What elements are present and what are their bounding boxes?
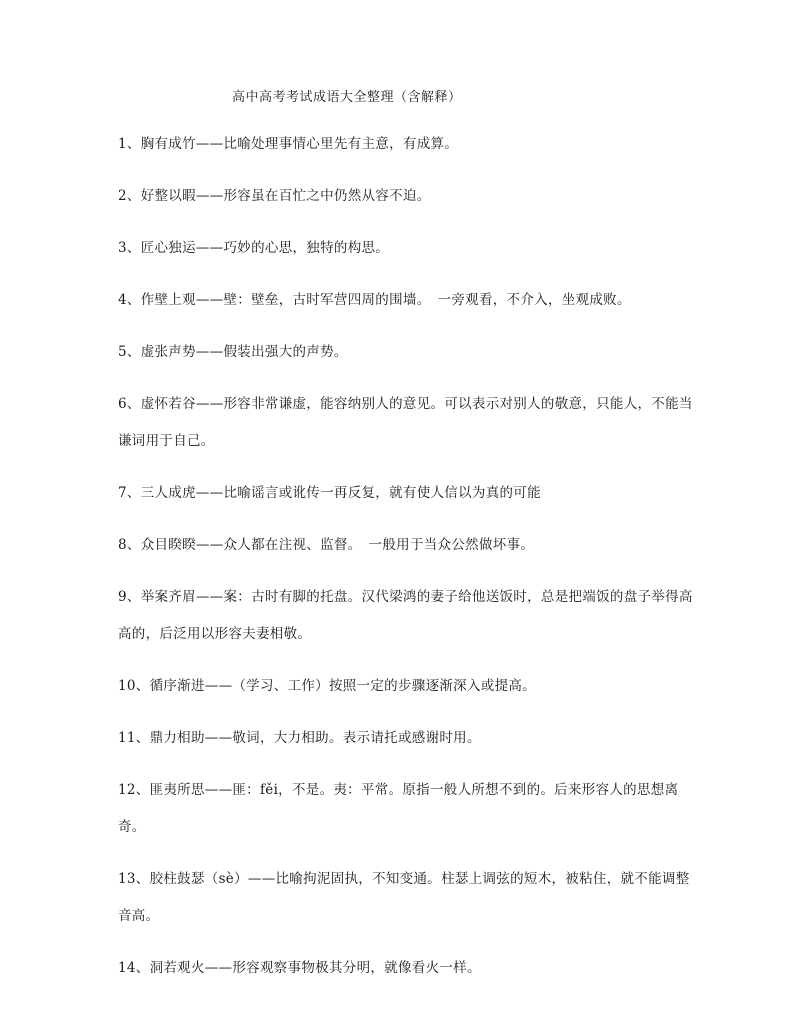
idiom-entry-11: 11、鼎力相助——敬词，大力相助。表示请托或感谢时用。 — [118, 730, 481, 746]
idiom-entry-4: 4、作壁上观——壁：壁垒，古时军营四周的围墙。 一旁观看，不介入，坐观成败。 — [118, 292, 631, 308]
idiom-entry-12: 12、匪夷所思——匪：fěi，不是。夷：平常。原指一般人所想不到的。后来形容人的思想离奇。 — [118, 782, 679, 835]
idiom-entry-5: 5、虚张声势——假装出强大的声势。 — [118, 344, 348, 360]
idiom-entry-13: 13、胶柱鼓瑟（sè）——比喻拘泥固执，不知变通。柱瑟上调弦的短木，被粘住，就不能调整音高。 — [118, 871, 690, 924]
document-title: 高中高考考试成语大全整理（含解释） — [232, 90, 462, 105]
idiom-entry-2: 2、好整以暇——形容虽在百忙之中仍然从容不迫。 — [118, 188, 431, 204]
idiom-entry-6: 6、虚怀若谷——形容非常谦虚，能容纳别人的意见。可以表示对别人的敬意，只能人，不能当谦词用于自己。 — [118, 396, 693, 449]
idiom-entry-3: 3、匠心独运——巧妙的心思，独特的构思。 — [118, 240, 390, 256]
idiom-entry-8: 8、众目睽睽——众人都在注视、监督。 一般用于当众公然做坏事。 — [118, 537, 535, 553]
idiom-entry-1: 1、胸有成竹——比喻处理事情心里先有主意，有成算。 — [118, 136, 459, 152]
idiom-entry-10: 10、循序渐进——（学习、工作）按照一定的步骤逐渐深入或提高。 — [118, 678, 536, 694]
idiom-list — [118, 126, 698, 1002]
idiom-entry-14: 14、洞若观火——形容观察事物极其分明，就像看火一样。 — [118, 960, 481, 976]
idiom-entry-9: 9、举案齐眉——案：古时有脚的托盘。汉代梁鸿的妻子给他送饭时，总是把端饭的盘子举得高高的，后泛用以形容夫妻相敬。 — [118, 589, 693, 642]
idiom-entry-7: 7、三人成虎——比喻谣言或讹传一再反复，就有使人信以为真的可能 — [118, 485, 541, 501]
